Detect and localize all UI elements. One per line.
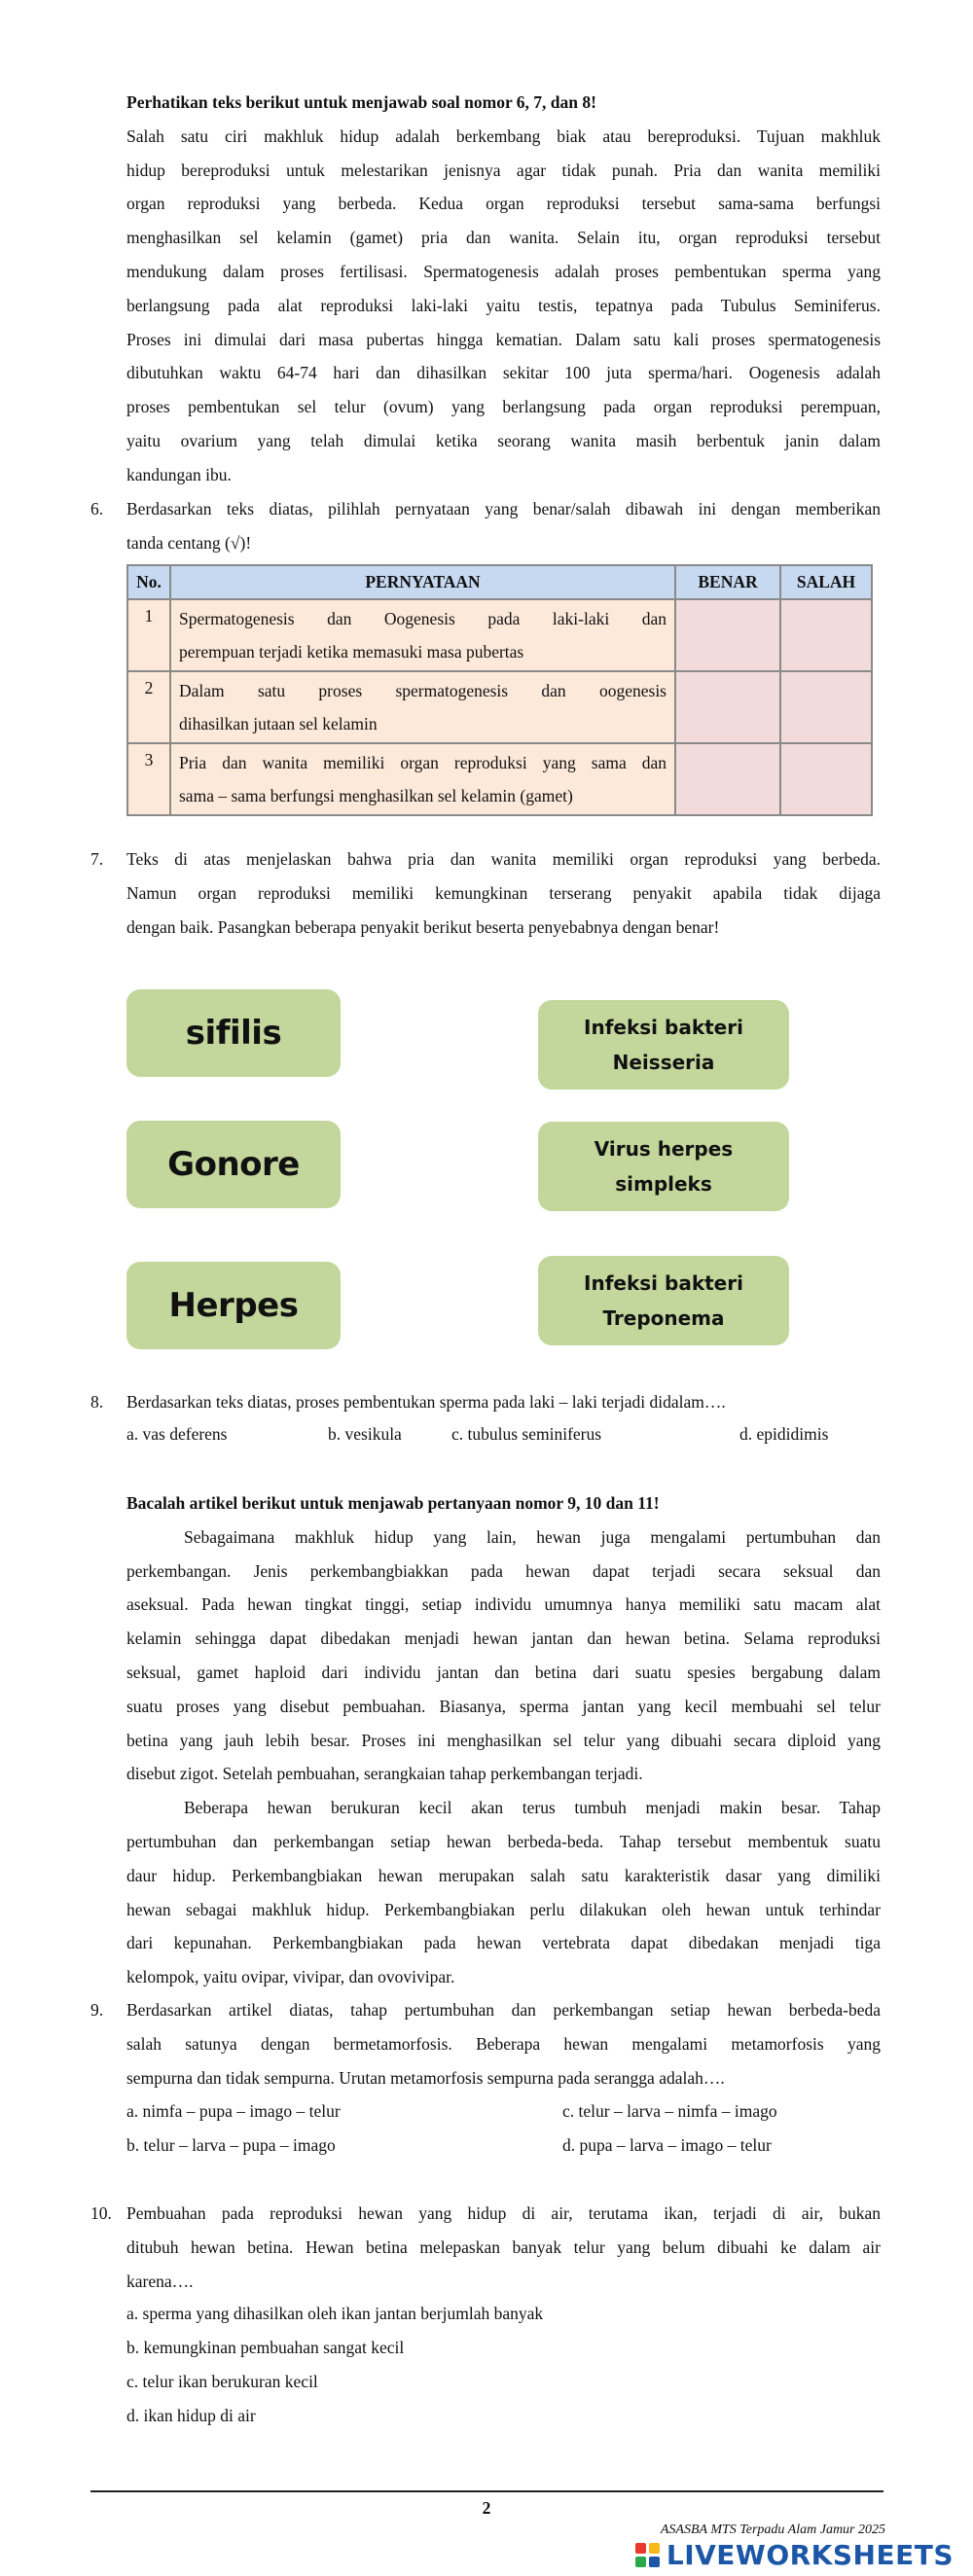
liveworksheets-logo-icon (635, 2543, 661, 2568)
true-checkbox[interactable] (675, 743, 780, 815)
intro2-line: kelompok, yaitu ovipar, vivipar, dan ovovivipar. (126, 1967, 455, 1987)
intro1-line: Proses ini dimulai dari masa pubertas hingga kematian. Dalam satu kali proses spermatogenesis (126, 329, 881, 349)
footer-note: ASASBA MTS Terpadu Alam Jamur 2025 (660, 2522, 885, 2537)
liveworksheets-brand[interactable] (635, 2539, 954, 2571)
intro2-line: Beberapa hewan berukuran kecil akan terus tumbuh menjadi makin besar. Tahap (184, 1798, 881, 1818)
question-10 (126, 2197, 881, 2298)
question-number: 7. (90, 849, 104, 869)
intro1-line: menghasilkan sel kelamin (gamet) pria dan wanita. Selain itu, organ reproduksi tersebut (126, 228, 881, 248)
intro2-line: daur hidup. Perkembangbiakan hewan merupakan salah satu karakteristik dasar yang dimiliki (126, 1865, 881, 1885)
q9-line: salah satunya dengan bermetamorfosis. Beberapa hewan mengalami metamorfosis yang (126, 2033, 881, 2054)
statement-cell (170, 599, 675, 671)
intro1-line: kandungan ibu. (126, 464, 232, 484)
q9-line: Berdasarkan artikel diatas, tahap pertumbuhan dan perkembangan setiap hewan berbeda-beda (126, 2000, 881, 2020)
intro1-line: dibutuhkan waktu 64-74 hari dan dihasilkan sekitar 100 juta sperma/hari. Oogenesis adalah (126, 363, 881, 383)
card-line: Virus herpes (594, 1137, 734, 1161)
question-number: 8. (90, 1392, 104, 1412)
card-text (584, 1010, 743, 1080)
intro2-line: hewan sebagai makhluk hidup. Perkembangbiakan perlu dilakukan oleh hewan untuk terhindar (126, 1899, 881, 1919)
option-d[interactable]: d. ikan hidup di air (126, 2406, 256, 2425)
intro-text-2 (126, 1486, 881, 1994)
q10-line: ditubuh hewan betina. Hewan betina melepaskan banyak telur yang belum dibuahi ke dalam air (126, 2236, 881, 2257)
question-6 (126, 492, 881, 560)
col-header-statement: PERNYATAAN (170, 565, 675, 599)
intro2-line: aseksual. Pada hewan tingkat tinggi, setiap individu umumnya hanya memiliki satu macam alat (126, 1594, 881, 1615)
card-text (595, 1131, 733, 1201)
q7-line: Namun organ reproduksi memiliki kemungkinan terserang penyakit apabila tidak dijaga (126, 882, 881, 903)
match-card-gonore[interactable]: Gonore (126, 1121, 341, 1208)
q6-line: tanda centang (√)! (126, 532, 252, 553)
match-card-neisseria[interactable] (538, 1000, 789, 1090)
intro1-line: mendukung dalam proses fertilisasi. Spermatogenesis adalah proses pembentukan sperma yang (126, 261, 881, 281)
page-number: 2 (482, 2498, 491, 2518)
table-row (127, 599, 872, 671)
intro2-line: perkembangan. Jenis perkembangbiakkan pada hewan dapat terjadi secara seksual dan (126, 1560, 881, 1581)
q6-line: Berdasarkan teks diatas, pilihlah pernyataan yang benar/salah dibawah ini dengan memberikan (126, 499, 881, 519)
statement-cell (170, 671, 675, 743)
col-header-false: SALAH (780, 565, 872, 599)
match-card-sifilis[interactable]: sifilis (126, 989, 341, 1077)
card-line: Neisseria (612, 1051, 715, 1074)
q10-line: karena…. (126, 2271, 194, 2291)
statement-table (126, 564, 873, 816)
option-a[interactable]: a. vas deferens (126, 1424, 228, 1444)
card-line: Treponema (602, 1306, 725, 1330)
intro2-line: betina yang jauh lebih besar. Proses ini menghasilkan sel telur yang dibuahi secara diploid yang (126, 1730, 881, 1750)
card-text (584, 1266, 743, 1336)
statement-cell (170, 743, 675, 815)
intro2-line: pertumbuhan dan perkembangan setiap hewan berbeda-beda. Tahap tersebut membentuk suatu (126, 1831, 881, 1851)
question-8 (126, 1385, 881, 1419)
option-c[interactable]: c. telur – larva – nimfa – imago (562, 2101, 777, 2121)
intro-heading-2: Bacalah artikel berikut untuk menjawab pertanyaan nomor 9, 10 dan 11! (126, 1493, 660, 1513)
row-number: 1 (127, 599, 170, 671)
option-d[interactable]: d. epididimis (739, 1424, 829, 1444)
option-c[interactable]: c. telur ikan berukuran kecil (126, 2372, 318, 2391)
statement-line: Spermatogenesis dan Oogenesis pada laki-laki dan (179, 609, 667, 628)
intro1-line: berlangsung pada alat reproduksi laki-laki yaitu testis, tepatnya pada Tubulus Seminiferus. (126, 295, 881, 315)
question-number: 10. (90, 2203, 112, 2223)
match-card-herpes[interactable]: Herpes (126, 1262, 341, 1349)
col-header-true: BENAR (675, 565, 780, 599)
intro-text-1 (126, 86, 881, 492)
intro2-line: Sebagaimana makhluk hidup yang lain, hewan juga mengalami pertumbuhan dan (184, 1526, 881, 1547)
intro1-line: organ reproduksi yang berbeda. Kedua organ reproduksi tersebut sama-sama berfungsi (126, 194, 881, 214)
option-b[interactable]: b. telur – larva – pupa – imago (126, 2135, 336, 2155)
intro1-line: Salah satu ciri makhluk hidup adalah berkembang biak atau bereproduksi. Tujuan makhluk (126, 125, 881, 146)
option-a[interactable]: a. sperma yang dihasilkan oleh ikan jantan berjumlah banyak (126, 2304, 544, 2323)
card-line: Infeksi bakteri (584, 1271, 743, 1295)
statement-line: dihasilkan jutaan sel kelamin (179, 714, 378, 733)
card-line: simpleks (615, 1172, 712, 1196)
option-a[interactable]: a. nimfa – pupa – imago – telur (126, 2101, 341, 2121)
intro2-line: suatu proses yang disebut pembuahan. Biasanya, sperma jantan yang kecil membuahi sel telur (126, 1696, 881, 1716)
match-card-herpes-simpleks[interactable] (538, 1122, 789, 1211)
statement-line: Dalam satu proses spermatogenesis dan oogenesis (179, 681, 667, 700)
intro1-line: yaitu ovarium yang telah dimulai ketika seorang wanita masih berbentuk janin dalam (126, 430, 881, 450)
row-number: 3 (127, 743, 170, 815)
intro2-line: disebut zigot. Setelah pembuahan, serangkaian tahap perkembangan terjadi. (126, 1764, 643, 1784)
option-d[interactable]: d. pupa – larva – imago – telur (562, 2135, 772, 2155)
liveworksheets-wordmark: LIVEWORKSHEETS (666, 2539, 954, 2571)
false-checkbox[interactable] (780, 671, 872, 743)
option-b[interactable]: b. vesikula (328, 1424, 402, 1444)
question-number: 6. (90, 499, 104, 519)
table-row (127, 671, 872, 743)
intro1-line: proses pembentukan sel telur (ovum) yang berlangsung pada organ reproduksi perempuan, (126, 397, 881, 417)
q8-text: Berdasarkan teks diatas, proses pembentukan sperma pada laki – laki terjadi didalam…. (126, 1392, 726, 1412)
intro2-line: kelamin sehingga dapat dibedakan menjadi hewan jantan dan hewan betina. Selama reproduksi (126, 1628, 881, 1649)
intro-heading-1: Perhatikan teks berikut untuk menjawab soal nomor 6, 7, dan 8! (126, 92, 596, 112)
q10-line: Pembuahan pada reproduksi hewan yang hidup di air, terutama ikan, terjadi di air, bukan (126, 2203, 881, 2223)
true-checkbox[interactable] (675, 671, 780, 743)
option-b[interactable]: b. kemungkinan pembuahan sangat kecil (126, 2338, 405, 2357)
false-checkbox[interactable] (780, 599, 872, 671)
q7-line: dengan baik. Pasangkan beberapa penyakit berikut beserta penyebabnya dengan benar! (126, 916, 720, 937)
row-number: 2 (127, 671, 170, 743)
intro2-line: seksual, gamet haploid dari individu jantan dan betina dari suatu spesies bergabung dalam (126, 1662, 881, 1682)
table-row (127, 743, 872, 815)
col-header-no: No. (127, 565, 170, 599)
q9-line: sempurna dan tidak sempurna. Urutan metamorfosis sempurna pada serangga adalah…. (126, 2067, 725, 2088)
true-checkbox[interactable] (675, 599, 780, 671)
option-c[interactable]: c. tubulus seminiferus (451, 1424, 602, 1444)
question-9 (126, 1993, 881, 2094)
false-checkbox[interactable] (780, 743, 872, 815)
q7-line: Teks di atas menjelaskan bahwa pria dan wanita memiliki organ reproduksi yang berbeda. (126, 849, 881, 869)
match-card-treponema[interactable] (538, 1256, 789, 1345)
statement-line: sama – sama berfungsi menghasilkan sel kelamin (gamet) (179, 786, 573, 805)
question-7 (126, 842, 881, 944)
footer-divider (90, 2490, 883, 2492)
statement-line: perempuan terjadi ketika memasuki masa pubertas (179, 642, 524, 662)
intro2-line: dari kepunahan. Perkembangbiakan pada hewan vertebrata dapat dibedakan menjadi tiga (126, 1933, 881, 1953)
card-line: Infeksi bakteri (584, 1016, 743, 1039)
statement-line: Pria dan wanita memiliki organ reproduksi yang sama dan (179, 753, 667, 772)
intro1-line: hidup bereproduksi untuk melestarikan jenisnya agar tidak punah. Pria dan wanita memiliki (126, 160, 881, 180)
question-number: 9. (90, 2000, 104, 2020)
